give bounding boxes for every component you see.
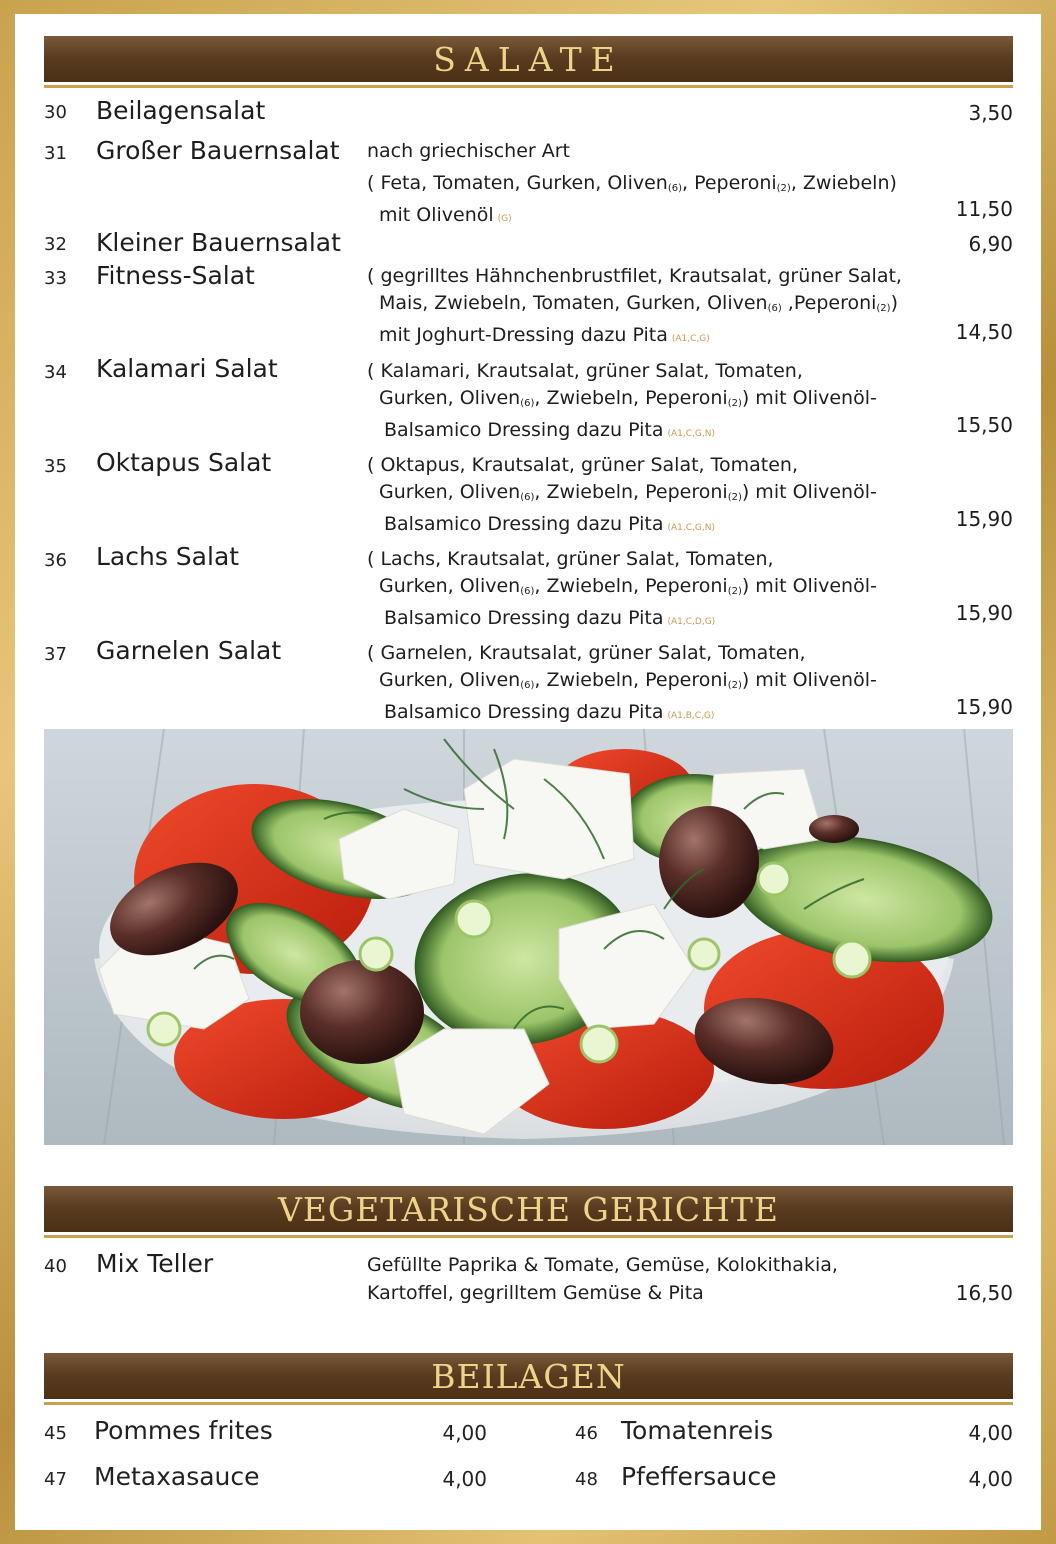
allergen-codes: (A1,B,C,G) xyxy=(667,711,715,721)
item-description: ( Kalamari, Krautsalat, grüner Salat, Tomaten, Gurken, Oliven$_{(6)}$, Zwiebeln, Peperoni$_{(2)}$) mit Olivenöl- Balsamico Dressing dazu Pita (A1,C,G,N) xyxy=(367,360,877,441)
item-price: 3,50 xyxy=(968,101,1013,125)
allergen-codes: (A1,C,D,G) xyxy=(667,617,716,627)
item-name: Pommes frites xyxy=(94,1416,273,1445)
item-number: 35 xyxy=(44,456,67,477)
item-price: 16,50 xyxy=(955,1281,1013,1305)
section-title-vegetarisch: VEGETARISCHE GERICHTE xyxy=(278,1190,779,1229)
item-name: Beilagensalat xyxy=(96,96,266,125)
item-number: 32 xyxy=(44,234,67,255)
item-number: 33 xyxy=(44,268,67,289)
item-note: nach griechischer Art xyxy=(367,140,571,162)
item-name: Fitness-Salat xyxy=(96,261,255,290)
item-description: ( gegrilltes Hähnchenbrustfilet, Krautsalat, grüner Salat, Mais, Zwiebeln, Tomaten, Gurken, Oliven$_{(6)}$ ,Peperoni$_{(2)}$) mit Joghurt-Dressing dazu Pita (A1,C,G) xyxy=(367,265,902,346)
item-price: 15,90 xyxy=(955,507,1013,531)
item-number: 40 xyxy=(44,1256,67,1277)
greek-salad-photo xyxy=(44,729,1013,1145)
item-price: 14,50 xyxy=(955,320,1013,344)
item-number: 36 xyxy=(44,550,67,571)
item-name: Mix Teller xyxy=(96,1249,214,1278)
item-name: Metaxasauce xyxy=(94,1462,260,1491)
item-name: Pfeffersauce xyxy=(621,1462,777,1491)
allergen-codes: (A1,C,G) xyxy=(671,334,710,344)
item-description: ( Oktapus, Krautsalat, grüner Salat, Tomaten, Gurken, Oliven$_{(6)}$, Zwiebeln, Peperoni$_{(2)}$) mit Olivenöl- Balsamico Dressing dazu Pita (A1,C,G,N) xyxy=(367,454,877,535)
item-number: 34 xyxy=(44,362,67,383)
salad-illustration xyxy=(44,729,1013,1145)
item-name: Oktapus Salat xyxy=(96,448,272,477)
item-price: 4,00 xyxy=(968,1421,1013,1445)
item-price: 6,90 xyxy=(968,232,1013,256)
item-description: ( Garnelen, Krautsalat, grüner Salat, Tomaten, Gurken, Oliven$_{(6)}$, Zwiebeln, Peperoni$_{(2)}$) mit Olivenöl- Balsamico Dressing dazu Pita (A1,B,C,G) xyxy=(367,642,877,723)
item-number: 47 xyxy=(44,1469,67,1490)
allergen-codes: (G) xyxy=(497,214,512,224)
item-number: 45 xyxy=(44,1423,67,1444)
item-number: 48 xyxy=(575,1469,598,1490)
section-title-salate: SALATE xyxy=(433,40,624,79)
item-price: 15,90 xyxy=(955,601,1013,625)
item-description: ( Lachs, Krautsalat, grüner Salat, Tomaten, Gurken, Oliven$_{(6)}$, Zwiebeln, Peperoni$_{(2)}$) mit Olivenöl- Balsamico Dressing dazu Pita (A1,C,D,G) xyxy=(367,548,877,629)
item-price: 4,00 xyxy=(442,1467,487,1491)
item-name: Kalamari Salat xyxy=(96,354,278,383)
item-name: Großer Bauernsalat xyxy=(96,136,340,165)
item-price: 11,50 xyxy=(955,197,1013,221)
item-name: Garnelen Salat xyxy=(96,636,282,665)
item-number: 30 xyxy=(44,102,67,123)
item-name: Lachs Salat xyxy=(96,542,240,571)
section-banner-vegetarisch xyxy=(44,1186,1013,1232)
item-description: nach griechischer Art ( Feta, Tomaten, Gurken, Oliven$_{(6)}$, Peperoni$_{(2)}$, Zwiebeln) mit Olivenöl (G) xyxy=(367,140,897,226)
allergen-codes: (A1,C,G,N) xyxy=(667,523,715,533)
item-price: 4,00 xyxy=(442,1421,487,1445)
item-price: 15,90 xyxy=(955,695,1013,719)
section-title-beilagen: BEILAGEN xyxy=(431,1357,626,1396)
item-description: Gefüllte Paprika & Tomate, Gemüse, Kolokithakia, Kartoffel, gegrilltem Gemüse & Pita xyxy=(367,1254,838,1304)
item-price: 4,00 xyxy=(968,1467,1013,1491)
item-number: 31 xyxy=(44,143,67,164)
item-price: 15,50 xyxy=(955,413,1013,437)
item-number: 46 xyxy=(575,1423,598,1444)
item-name: Kleiner Bauernsalat xyxy=(96,228,341,257)
item-name: Tomatenreis xyxy=(621,1416,774,1445)
item-number: 37 xyxy=(44,644,67,665)
section-banner-salate xyxy=(44,36,1013,82)
allergen-codes: (A1,C,G,N) xyxy=(667,429,715,439)
section-banner-beilagen xyxy=(44,1353,1013,1399)
menu-page xyxy=(15,14,1041,1530)
